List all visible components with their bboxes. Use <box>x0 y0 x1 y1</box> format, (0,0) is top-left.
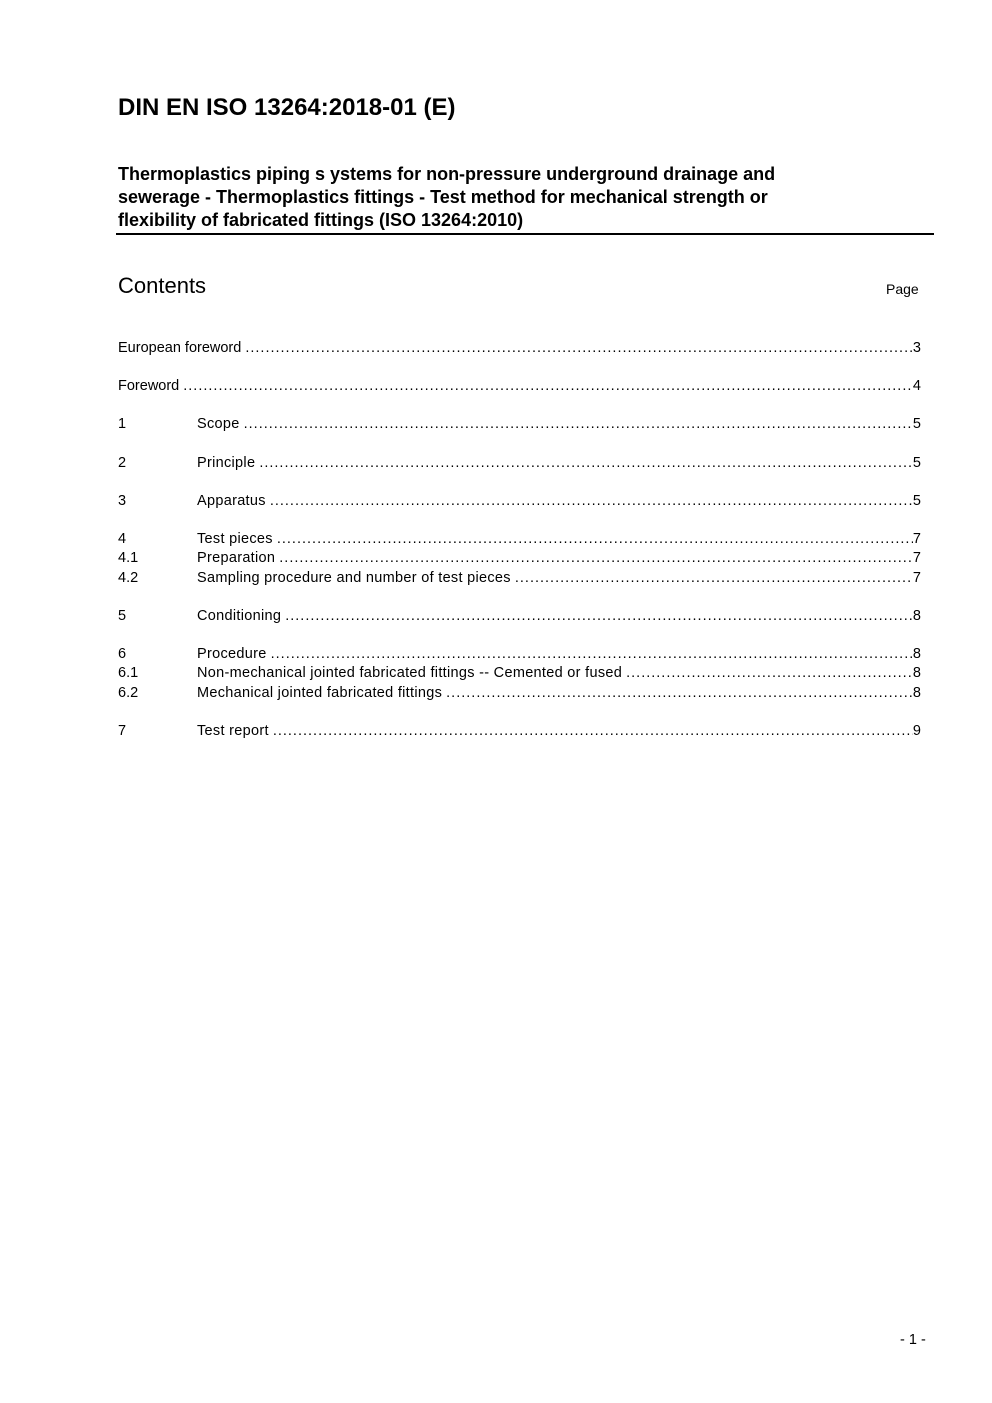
toc-entry-foreword[interactable] <box>118 377 921 396</box>
toc-entry-number: 6 <box>118 646 127 662</box>
toc-entry-sampling-procedure[interactable] <box>118 569 921 588</box>
toc-leader-dots <box>273 722 913 741</box>
toc-leader-dots <box>271 645 913 664</box>
toc-entry-page: 7 <box>912 531 921 547</box>
toc-entry-page: 8 <box>912 608 921 624</box>
toc-entry-number: 6.1 <box>118 665 139 681</box>
toc-leader-dots <box>183 377 913 396</box>
toc-entry-label: Scope <box>197 416 240 432</box>
title-underline-rule <box>116 233 934 235</box>
toc-entry-number: 4.1 <box>118 550 139 566</box>
toc-entry-preparation[interactable] <box>118 549 921 568</box>
toc-entry-number: 5 <box>118 608 127 624</box>
toc-leader-dots <box>279 549 913 568</box>
toc-entry-number: 3 <box>118 493 127 509</box>
toc-entry-page: 9 <box>912 723 921 739</box>
toc-entry-european-foreword[interactable] <box>118 339 921 358</box>
contents-heading: Contents <box>118 273 207 298</box>
footer-page-number: - 1 - <box>900 1332 926 1348</box>
toc-entry-label: Conditioning <box>197 608 282 624</box>
toc-leader-dots <box>270 492 913 511</box>
toc-entry-page: 5 <box>912 416 921 432</box>
document-title-line: Thermoplastics piping s ystems for non-pressure underground drainage and <box>118 164 776 184</box>
toc-entry-number: 1 <box>118 416 127 432</box>
toc-leader-dots <box>285 607 913 626</box>
toc-entry-number: 4.2 <box>118 570 139 586</box>
toc-entry-page: 8 <box>912 665 921 681</box>
toc-entry-number: 7 <box>118 723 127 739</box>
toc-entry-mechanical-jointed[interactable] <box>118 684 921 703</box>
toc-entry-label: Apparatus <box>197 493 266 509</box>
toc-leader-dots <box>245 339 913 358</box>
toc-leader-dots <box>259 454 913 473</box>
toc-entry-page: 3 <box>912 340 921 356</box>
document-title <box>118 163 908 232</box>
document-id: DIN EN ISO 13264:2018-01 (E) <box>118 94 456 121</box>
toc-leader-dots <box>626 664 913 683</box>
toc-entry-procedure[interactable] <box>118 645 921 664</box>
toc-entry-label: Procedure <box>197 646 267 662</box>
toc-entry-non-mechanical-jointed[interactable] <box>118 664 921 683</box>
toc-entry-page: 7 <box>912 550 921 566</box>
toc-entry-page: 8 <box>912 646 921 662</box>
toc-entry-label: European foreword <box>118 340 242 356</box>
toc-entry-page: 4 <box>912 378 921 394</box>
toc-entry-label: Foreword <box>118 378 180 394</box>
toc-entry-label: Principle <box>197 455 256 471</box>
document-title-line: sewerage - Thermoplastics fittings - Test method for mechanical strength or <box>118 187 768 207</box>
toc-leader-dots <box>244 415 913 434</box>
toc-entry-label: Test pieces <box>197 531 273 547</box>
toc-entry-label: Non-mechanical jointed fabricated fittings -- Cemented or fused <box>197 665 623 681</box>
toc-leader-dots <box>277 530 913 549</box>
toc-entry-apparatus[interactable] <box>118 492 921 511</box>
toc-entry-label: Sampling procedure and number of test pieces <box>197 570 511 586</box>
document-title-line: flexibility of fabricated fittings (ISO 13264:2010) <box>118 210 524 230</box>
toc-entry-conditioning[interactable] <box>118 607 921 626</box>
toc-leader-dots <box>446 684 913 703</box>
toc-entry-number: 6.2 <box>118 685 139 701</box>
toc-entry-page: 5 <box>912 455 921 471</box>
toc-entry-test-report[interactable] <box>118 722 921 741</box>
page-column-heading: Page <box>886 281 919 297</box>
toc-entry-label: Preparation <box>197 550 276 566</box>
toc-entry-label: Test report <box>197 723 269 739</box>
toc-entry-number: 2 <box>118 455 127 471</box>
toc-leader-dots <box>515 569 913 588</box>
toc-entry-page: 5 <box>912 493 921 509</box>
toc-entry-page: 7 <box>912 570 921 586</box>
toc-entry-principle[interactable] <box>118 454 921 473</box>
toc-entry-label: Mechanical jointed fabricated fittings <box>197 685 443 701</box>
toc-entry-test-pieces[interactable] <box>118 530 921 549</box>
toc-entry-number: 4 <box>118 531 127 547</box>
toc-entry-page: 8 <box>912 685 921 701</box>
toc-entry-scope[interactable] <box>118 415 921 434</box>
